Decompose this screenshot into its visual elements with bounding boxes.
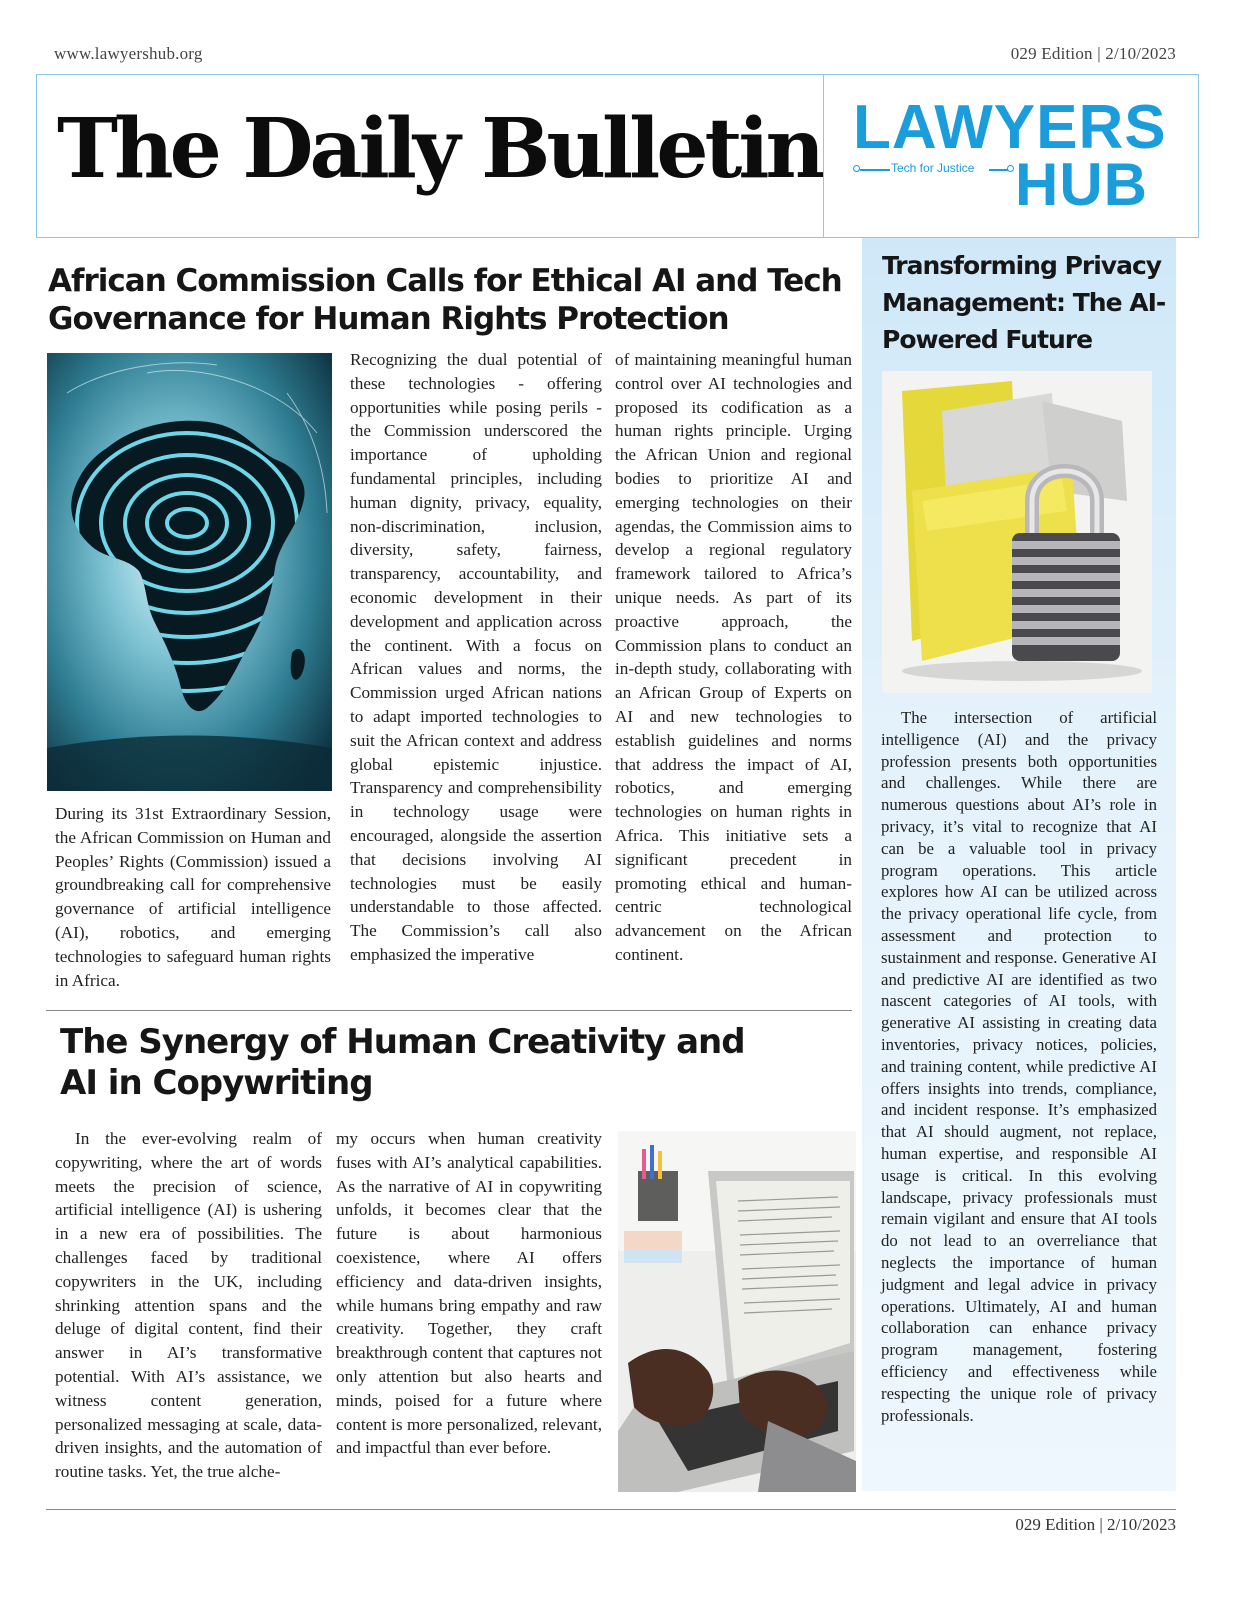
section-divider [46,1010,852,1011]
article-synergy-column-1 [55,1127,322,1484]
logo-word-hub: HUB [1015,151,1148,218]
laptop-typing-image [618,1131,856,1492]
headline-privacy: Transforming Privacy Management: The AI-Powered Future [882,251,1166,354]
logo-tagline [853,161,1013,177]
article-african-paragraph-3: of maintaining meaningful human control over AI technologies and proposed its codification as a human rights principle. Urging the African Union and regional bodies to prioritize AI and emerging technologies on their agendas, the Commission aims to develop a regional regulatory framework tailored to Africa’s unique needs. As part of its proactive approach, the Commission plans to conduct an in-depth study, collaborating with an African Group of Experts on AI and new technologies to establish guidelines and norms that address the impact of AI, robotics, and emerging technologies on human rights in Africa. This initiative sets a significant precedent in promoting ethical and human-centric technological advancement on the African continent. [615,350,852,964]
article-synergy-paragraph-1: In the ever-evolving realm of copywriting, where the art of words meets the precision of science, artificial intelligence (AI) is ushering in a new era of possibilities. The challenges faced by traditional copywriters in the UK, including shrinking attention spans and the deluge of digital content, find their answer in AI’s transformative potential. With AI’s assistance, we witness content generation, personalized messaging at scale, data-driven insights, and the automation of routine tasks. Yet, the true alche- [55,1129,322,1482]
article-synergy-column-2 [336,1127,602,1460]
masthead-divider [823,75,824,237]
article-african-column-3 [615,348,852,967]
article-privacy-paragraph: The intersection of artificial intelligence (AI) and the privacy profession presents both opportunities and challenges. While there are numerous questions about AI’s role in privacy, it’s vital to recognize that AI can be a valuable tool in privacy program operations. This article explores how AI can be utilized across the privacy operational life cycle, from assessment and protection to sustainment and response. Generative AI and predictive AI are identified as two nascent categories of AI tools, with generative AI assisting in creating data inventories, privacy notices, policies, and training content, while predictive AI offers insights into trends, compliance, and incident response. It’s emphasized that AI should augment, not replace, human expertise, and responsible AI usage is critical. In this evolving landscape, privacy professionals must remain vigilant and ensure that AI tools do not lead to an overreliance that neglects the importance of human judgment and legal advice in privacy operations. Ultimately, AI and human collaboration can enhance privacy program management, fostering efficiency and effectiveness while respecting the unique role of privacy professionals. [881,708,1157,1425]
article-african-column-2 [350,348,602,967]
site-url[interactable]: www.lawyershub.org [54,44,203,63]
tagline-right-dot-icon [1007,165,1014,172]
logo-tagline-text: Tech for Justice [891,161,975,175]
headline-african-commission: African Commission Calls for Ethical AI and Tech Governance for Human Rights Protection [48,263,842,337]
article-synergy-paragraph-2: my occurs when human creativity fuses with AI’s analytical capabilities. As the narrative of AI in copywriting unfolds, it becomes clear that the future is about harmonious coexistence, where AI offers efficiency and data-driven insights, while humans bring empathy and raw creativity. Together, they craft breakthrough content that captures not only attention but also hearts and minds, poised for a future where content is more personalized, relevant, and impactful than ever before. [336,1129,602,1458]
tagline-right-line [989,169,1009,171]
footer-edition-date: 029 Edition | 2/10/2023 [1015,1515,1176,1534]
tagline-left-line [860,169,890,171]
masthead [36,74,1199,238]
folder-padlock-image [882,371,1152,693]
logo-word-lawyers: LAWYERS [853,93,1167,162]
article-african-column-1 [55,802,331,992]
article-african-paragraph-1: During its 31st Extraordinary Session, the African Commission on Human and Peoples’ Rights (Commission) issued a groundbreaking call for comprehensive governance of artificial intelligence (AI), robotics, and emerging technologies to safeguard human rights in Africa. [55,804,331,990]
footer-divider [46,1509,1176,1510]
article-african-paragraph-2: Recognizing the dual potential of these technologies - offering opportunities while posing perils - the Commission underscored the importance of upholding fundamental principles, including human dignity, privacy, equality, non-discrimination, inclusion, diversity, safety, fairness, transparency, accountability, and economic development in their development and application across the continent. With a focus on African values and norms, the Commission urged African nations to adapt imported technologies to suit the African context and address global epistemic injustice. Transparency and comprehensibility in technology usage were encouraged, alongside the assertion that decisions involving AI technologies must be easily understandable to those affected. The Commission’s call also emphasized the imperative [350,350,602,964]
lawyers-hub-logo [853,93,1167,219]
headline-synergy: The Synergy of Human Creativity and AI in Copywriting [60,1022,745,1103]
africa-circuit-image [47,353,332,791]
edition-date: 029 Edition | 2/10/2023 [1010,44,1176,63]
article-privacy-column [881,707,1157,1426]
tagline-left-dot-icon [853,165,860,172]
newspaper-title: The Daily Bulletin [57,101,822,197]
